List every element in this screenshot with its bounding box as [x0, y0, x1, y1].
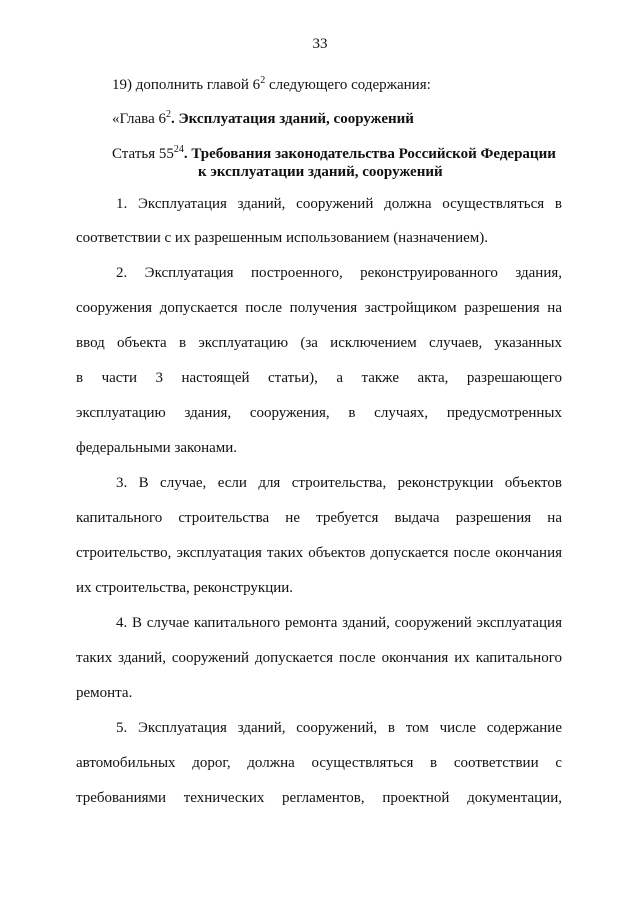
paragraph-2-line-4: в части 3 настоящей статьи), а также акта, разрешающего: [76, 370, 562, 386]
item-19-superscript: 2: [260, 75, 266, 86]
item-19-text: 19) дополнить главой 6: [112, 77, 261, 93]
article-label: Статья 55: [112, 146, 174, 162]
paragraph-2-line-5: эксплуатацию здания, сооружения, в случаях, предусмотренных: [76, 405, 562, 421]
article-heading: [112, 145, 556, 163]
paragraph-2-line-3: ввод объекта в эксплуатацию (за исключением случаев, указанных: [76, 335, 562, 351]
paragraph-5-line-3: требованиями технических регламентов, проектной документации,: [76, 790, 562, 806]
chapter-heading: [112, 110, 414, 128]
paragraph-4-line-2: таких зданий, сооружений допускается после окончания их капитального: [76, 650, 562, 666]
paragraph-3-line-4: их строительства, реконструкции.: [76, 580, 294, 596]
item-19-text-end: следующего содержания:: [265, 77, 431, 93]
item-19: [112, 76, 431, 94]
paragraph-4-line-1: 4. В случае капитального ремонта зданий, сооружений эксплуатация: [116, 615, 562, 631]
chapter-superscript: 2: [165, 109, 171, 120]
paragraph-4-line-3: ремонта.: [76, 685, 133, 701]
chapter-title: . Эксплуатация зданий, сооружений: [170, 111, 414, 127]
page-number: 33: [312, 36, 328, 52]
article-title-line1: . Требования законодательства Российской Федерации: [183, 146, 556, 162]
paragraph-2-line-2: сооружения допускается после получения застройщиком разрешения на: [76, 300, 562, 316]
paragraph-2-line-1: 2. Эксплуатация построенного, реконструированного здания,: [116, 265, 562, 281]
paragraph-3-line-1: 3. В случае, если для строительства, реконструкции объектов: [116, 475, 562, 491]
chapter-label: «Глава 6: [112, 111, 166, 127]
paragraph-1-line-2: соответствии с их разрешенным использованием (назначением).: [76, 230, 489, 246]
paragraph-3-line-2: капитального строительства не требуется выдача разрешения на: [76, 510, 562, 526]
paragraph-3-line-3: строительство, эксплуатация таких объектов допускается после окончания: [76, 545, 562, 561]
paragraph-2-line-6: федеральными законами.: [76, 440, 238, 456]
paragraph-5-line-2: автомобильных дорог, должна осуществляться в соответствии с: [76, 755, 562, 771]
paragraph-1-line-1: 1. Эксплуатация зданий, сооружений должна осуществляться в: [116, 196, 562, 212]
article-superscript: 24: [173, 144, 184, 155]
paragraph-5-line-1: 5. Эксплуатация зданий, сооружений, в том числе содержание: [116, 720, 562, 736]
article-title-line2: к эксплуатации зданий, сооружений: [198, 164, 443, 180]
